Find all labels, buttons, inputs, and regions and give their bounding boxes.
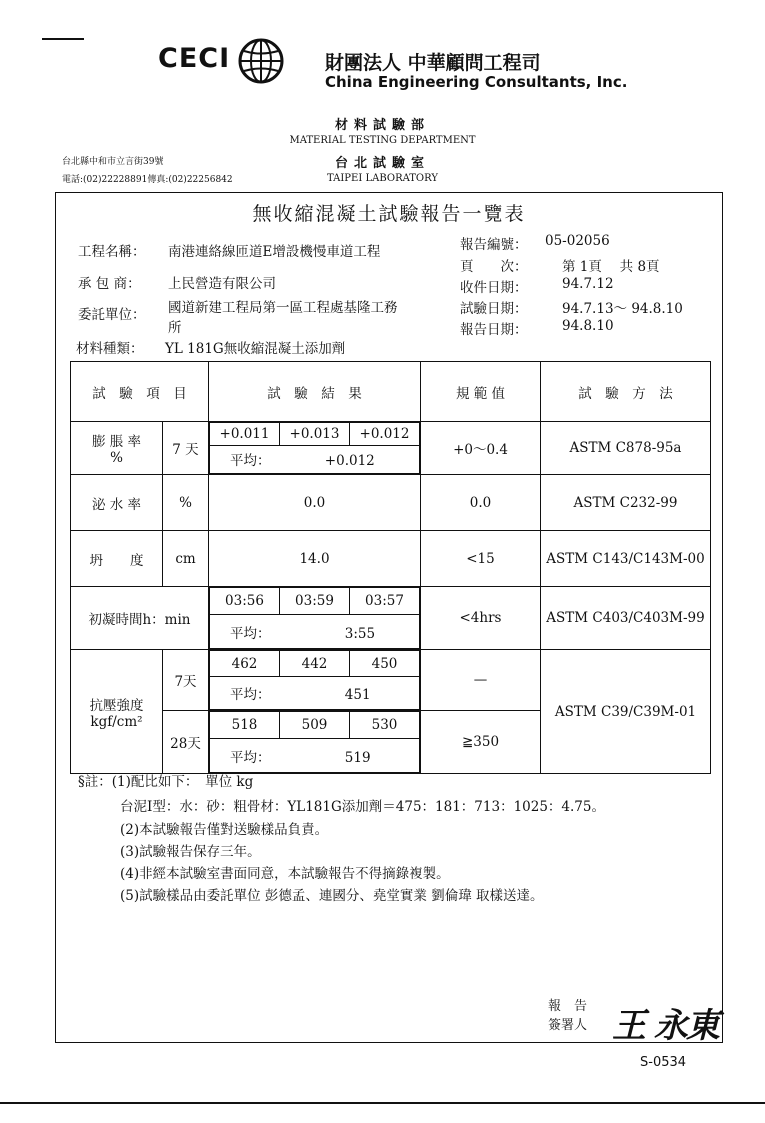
expansion-name-cell	[71, 422, 163, 475]
bleeding-result: 0.0	[209, 475, 421, 531]
strength-28-avg: 519	[344, 749, 371, 766]
note-1: §註：(1)配比如下： 單位 kg	[78, 774, 254, 790]
bleeding-unit: %	[163, 475, 209, 531]
company-name-zh: 財團法人 中華顧問工程司	[325, 52, 541, 74]
bleeding-name: 泌 水 率	[71, 475, 163, 531]
bottom-rule	[0, 1102, 765, 1104]
expansion-v2: +0.013	[280, 423, 350, 446]
strength-unit: kgf/cm²	[90, 713, 143, 730]
slump-spec: <15	[421, 531, 541, 587]
strength-7-spec: —	[421, 650, 541, 711]
setting-v2: 03:59	[280, 588, 350, 615]
expansion-v1: +0.011	[210, 423, 280, 446]
material-label: 材料種類：	[76, 341, 144, 357]
project-label: 工程名稱：	[78, 244, 146, 260]
setting-results	[209, 587, 421, 650]
handwritten-signature: 王 永東	[612, 1006, 718, 1046]
expansion-name: 膨 脹 率	[91, 434, 142, 450]
setting-avg: 3:55	[344, 625, 376, 642]
laboratory-zh: 台北試驗室	[334, 156, 430, 171]
department-zh: 材料試驗部	[334, 118, 430, 133]
expansion-avg: +0.012	[324, 453, 375, 470]
note-5: (5)試驗樣品由委託單位 彭德孟、連國分、堯堂實業 劉倫瑋 取樣送達。	[120, 888, 544, 904]
slump-unit: cm	[163, 531, 209, 587]
avg-label: 平均：	[230, 453, 271, 470]
note-4: (4)非經本試驗室書面同意，本試驗報告不得摘錄複製。	[120, 866, 450, 882]
page-count: 第 1頁 共 8頁	[562, 259, 660, 275]
bleeding-method: ASTM C232-99	[541, 475, 711, 531]
avg-label: 平均：	[230, 625, 271, 642]
report-title: 無收縮混凝土試驗報告一覽表	[252, 203, 526, 225]
note-3: (3)試驗報告保存三年。	[120, 844, 261, 860]
table-row	[71, 422, 711, 475]
project-name: 南港連絡線匝道E增設機慢車道工程	[168, 244, 381, 260]
company-name-en: China Engineering Consultants, Inc.	[325, 73, 628, 91]
strength-age-28: 28天	[163, 711, 209, 774]
table-row	[71, 650, 711, 711]
strength-28-v1: 518	[210, 712, 280, 739]
strength-7-v1: 462	[210, 651, 280, 677]
strength-age-7: 7天	[163, 650, 209, 711]
client-name-line1: 國道新建工程局第一區工程處基隆工務	[168, 300, 398, 316]
phone-fax: 電話:(02)22228891傳真:(02)22256842	[62, 175, 233, 185]
table-row	[71, 531, 711, 587]
strength-28-v3: 530	[350, 712, 420, 739]
expansion-avg-cell	[210, 445, 420, 473]
setting-spec: <4hrs	[421, 587, 541, 650]
slump-method: ASTM C143/C143M-00	[541, 531, 711, 587]
expansion-v3: +0.012	[350, 423, 420, 446]
contractor-name: 上民營造有限公司	[168, 276, 276, 292]
report-no-label: 報告編號：	[460, 237, 528, 253]
strength-28-v2: 509	[280, 712, 350, 739]
client-label: 委託單位：	[78, 307, 146, 323]
document-number: S-0534	[640, 1055, 687, 1070]
bleeding-spec: 0.0	[421, 475, 541, 531]
strength-7-v3: 450	[350, 651, 420, 677]
strength-method: ASTM C39/C39M-01	[541, 650, 711, 774]
setting-method: ASTM C403/C403M-99	[541, 587, 711, 650]
slump-result: 14.0	[209, 531, 421, 587]
signatory-label-line1: 報 告	[548, 999, 588, 1014]
report-date-label: 報告日期：	[460, 322, 528, 338]
setting-avg-cell	[210, 615, 420, 649]
report-no: 05-02056	[545, 233, 610, 249]
expansion-age: 7 天	[163, 422, 209, 475]
test-date-label: 試驗日期：	[460, 301, 528, 317]
test-date: 94.7.13～ 94.8.10	[562, 301, 683, 317]
strength-7-avg: 451	[344, 687, 371, 704]
expansion-results	[209, 422, 421, 475]
expansion-spec: +0～0.4	[421, 422, 541, 475]
avg-label: 平均：	[230, 749, 271, 766]
address: 台北縣中和市立言街39號	[62, 157, 164, 167]
header-result: 試 驗 結 果	[209, 362, 421, 422]
note-1-mix: 台泥Ⅰ型：水：砂：粗骨材：YL181G添加劑＝475：181：713：1025：4.75。	[120, 799, 605, 815]
received-date: 94.7.12	[562, 276, 614, 292]
setting-v3: 03:57	[350, 588, 420, 615]
setting-v1: 03:56	[210, 588, 280, 615]
department-en: MATERIAL TESTING DEPARTMENT	[289, 135, 476, 146]
avg-label: 平均：	[230, 687, 271, 704]
header-method: 試 驗 方 法	[541, 362, 711, 422]
slump-name: 坍 度	[71, 531, 163, 587]
strength-28-spec: ≧350	[421, 711, 541, 774]
header-item: 試 驗 項 目	[71, 362, 209, 422]
client-name-line2: 所	[168, 320, 182, 336]
strength-name-cell	[71, 650, 163, 774]
table-header-row	[71, 362, 711, 422]
test-results-table	[70, 361, 711, 774]
corner-mark	[42, 38, 84, 40]
signatory-label-line2: 簽署人	[548, 1018, 588, 1033]
note-2: (2)本試驗報告僅對送驗樣品負責。	[120, 822, 329, 838]
header-spec: 規 範 值	[421, 362, 541, 422]
strength-name: 抗壓強度	[89, 697, 144, 714]
table-row	[71, 475, 711, 531]
strength-28-avg-cell	[210, 739, 420, 773]
strength-7-results	[209, 650, 421, 711]
contractor-label: 承 包 商：	[78, 276, 141, 292]
signatory-label	[548, 995, 587, 1033]
strength-7-v2: 442	[280, 651, 350, 677]
page-label: 頁 次：	[460, 259, 528, 275]
table-row	[71, 587, 711, 650]
laboratory-en: TAIPEI LABORATORY	[327, 173, 438, 184]
report-date: 94.8.10	[562, 318, 614, 334]
expansion-unit: %	[110, 450, 123, 466]
material-name: YL 181G無收縮混凝土添加劑	[165, 341, 346, 357]
globe-logo-icon	[238, 38, 284, 84]
expansion-method: ASTM C878-95a	[541, 422, 711, 475]
strength-7-avg-cell	[210, 677, 420, 710]
company-logo-text: CECI	[158, 43, 231, 74]
strength-28-results	[209, 711, 421, 774]
received-date-label: 收件日期：	[460, 280, 528, 296]
setting-name: 初凝時間h：min	[71, 587, 209, 650]
